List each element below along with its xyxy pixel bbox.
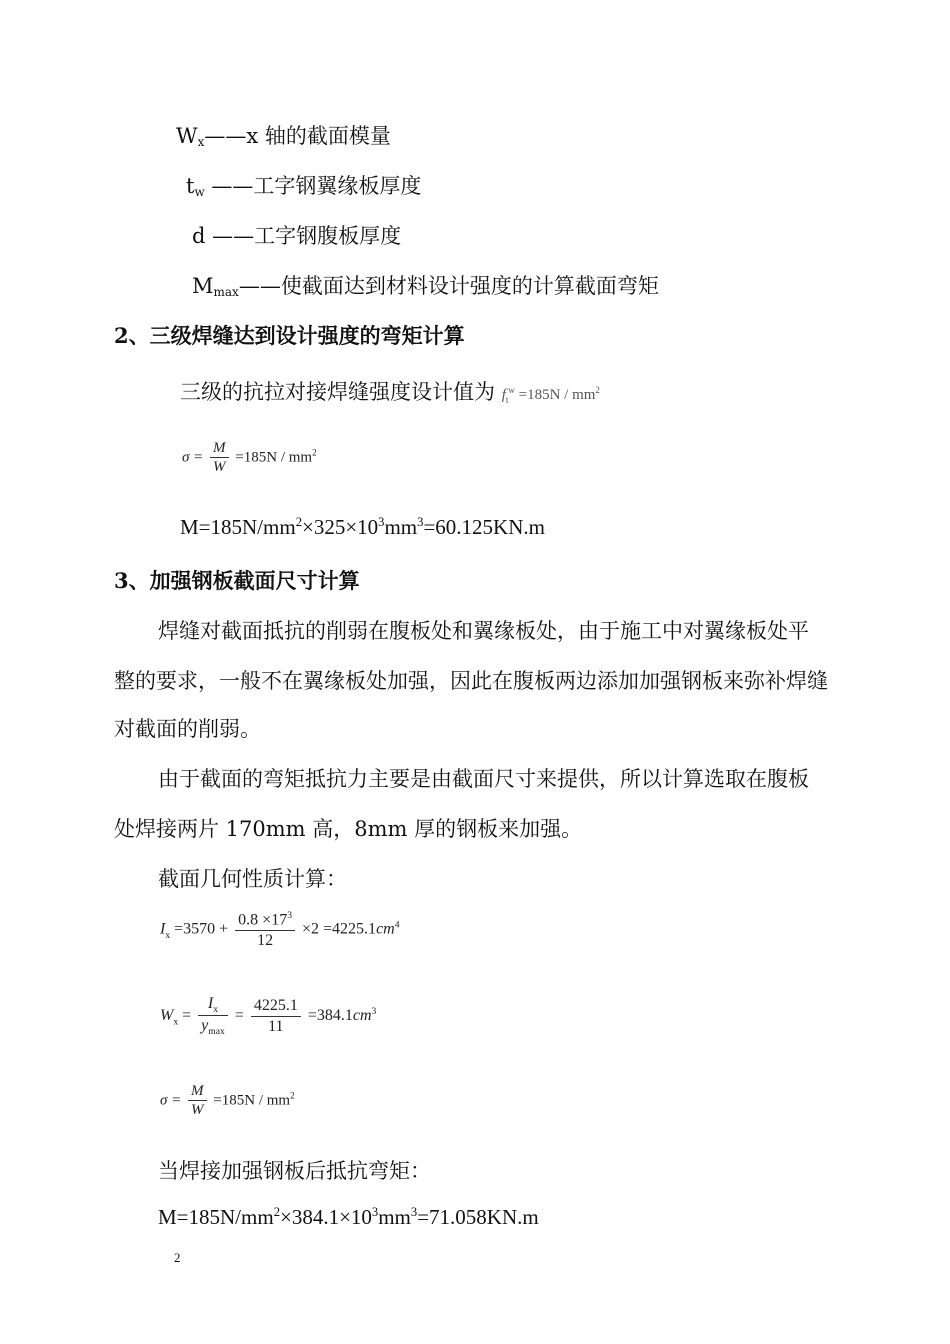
- def-d: [192, 220, 401, 250]
- para1-line1: 焊缝对截面抵抗的削弱在腹板处和翼缘板处，由于施工中对翼缘板处平: [158, 619, 809, 643]
- def-symbol: M: [192, 274, 214, 298]
- def-tw: [186, 170, 421, 200]
- sigma-formula-2: σ = $\frac{M}{W}$ $=185N / mm^2$: [160, 1083, 295, 1119]
- def-symbol: d: [192, 224, 206, 248]
- ix-formula: $I_x =3570$ + $\frac{0.8 \times 17^3}{12}$ $\times 2 =4225.1cm^4$: [160, 910, 400, 949]
- moment-result-1: $M=185N/mm^2\times 325\times 10^3mm^3=60.125KN.m$: [180, 515, 545, 539]
- def-dash: ——: [204, 124, 247, 148]
- ft-line: [180, 376, 600, 406]
- def-symbol: W: [176, 124, 198, 148]
- def-subscript: w: [194, 185, 205, 199]
- def-dash: ——: [205, 224, 255, 248]
- page-number: 2: [174, 1250, 181, 1265]
- def-symbol: t: [186, 174, 195, 198]
- def-subscript: x: [197, 135, 205, 149]
- para1-line2: 整的要求，一般不在翼缘板处加强，因此在腹板两边添加加强钢板来弥补焊缝: [114, 669, 828, 693]
- section2-heading: 2、三级焊缝达到设计强度的弯矩计算: [114, 323, 465, 348]
- para1-line3: 对截面的削弱。: [114, 717, 261, 741]
- section3-heading: 3、加强钢板截面尺寸计算: [114, 568, 360, 593]
- def-text: 工字钢腹板厚度: [254, 224, 402, 248]
- def-wx: [176, 120, 391, 150]
- ft-intro: 三级的抗拉对接焊缝强度设计值为: [180, 380, 495, 404]
- def-dash: ——: [204, 174, 254, 198]
- after-label: 当焊接加强钢板后抵抗弯矩：: [158, 1159, 431, 1183]
- geom-label: 截面几何性质计算：: [158, 867, 347, 891]
- def-dash: ——: [238, 274, 281, 298]
- moment-result-2: $M=185N/mm^2\times 384.1\times 10^3mm^3=71.058KN.m$: [158, 1205, 539, 1229]
- sigma-formula-1: σ = $\frac{M}{W}$ $=185N / mm^2$: [182, 440, 317, 476]
- ft-formula: $f_t^w =185N / mm^2$: [501, 385, 600, 405]
- def-text: 使截面达到材料设计强度的计算截面弯矩: [280, 274, 659, 298]
- def-subscript: max: [213, 285, 239, 299]
- def-text: 工字钢翼缘板厚度: [253, 174, 422, 198]
- def-text: x 轴的截面模量: [246, 124, 391, 148]
- para2-line1: 由于截面的弯矩抵抗力主要是由截面尺寸来提供，所以计算选取在腹板: [158, 767, 809, 791]
- wx-formula: $W_x$ = $\frac{I_x}{y_{max}}$ = $\frac{4225.1}{11}$ $=384.1cm^3$: [160, 995, 377, 1038]
- def-mmax: [192, 270, 659, 300]
- para2-line2: 处焊接两片 170mm 高，8mm 厚的钢板来加强。: [114, 817, 583, 841]
